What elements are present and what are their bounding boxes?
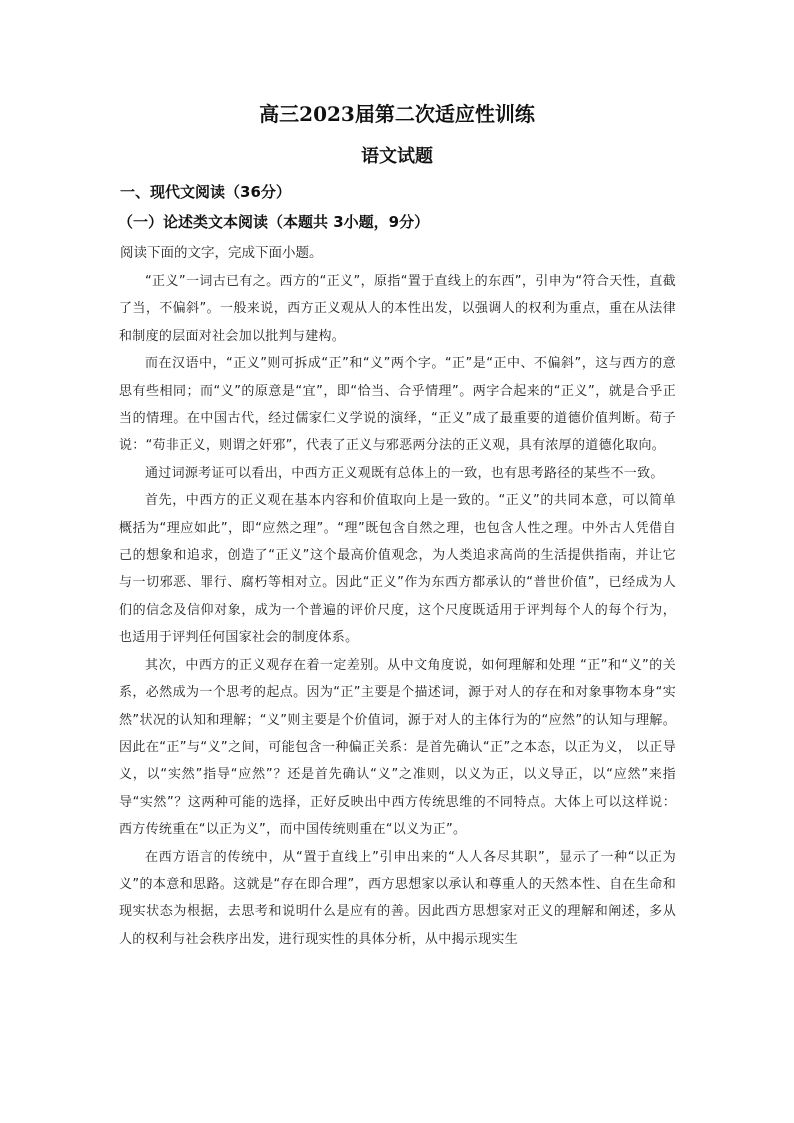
passage-paragraph: “正义”一词古已有之。西方的“正义”，原指“置于直线上的东西”，引申为“符合天性，直截了当，不偏斜”。一般来说，西方正义观从人的本性出发，以强调人的权利为重点，重在从法律和制度的层面对社会加以批判与建构。 <box>119 274 676 344</box>
passage-paragraph: 其次，中西方的正义观存在着一定差别。从中文角度说，如何理解和处理 “正”和“义”的关系，必然成为一个思考的起点。因为“正”主要是个描述词，源于对人的存在和对象事物本身“实然”状况的认知和理解；“义”则主要是个价值词，源于对人的主体行为的“应然”的认知与理解。因此在“正”与“义”之间，可能包含一种偏正关系：是首先确认“正”之本态，以正为义， 以正导义，以“实然”指导“应然”？还是首先确认“义”之准则，以义为正，以义导正，以“应然”来指导“实然”？这两种可能的选择，正好反映出中西方传统思维的不同特点。大体上可以这样说：西方传统重在“以正为义”，而中国传统则重在“以义为正”。 <box>119 657 676 838</box>
passage-paragraph: 而在汉语中，“正义”则可拆成“正”和“义”两个字。“正”是“正中、不偏斜”，这与西方的意思有些相同；而“义”的原意是“宜”，即“恰当、合乎情理”。两字合起来的“正义”，就是合乎正当的情理。在中国古代，经过儒家仁义学说的演绎，“正义”成了最重要的道德价值判断。荀子说：“苟非正义，则谓之奸邪”，代表了正义与邪恶两分法的正义观，具有浓厚的道德化取向。 <box>119 356 676 454</box>
section-heading: 一、现代文阅读（36分） <box>120 183 291 201</box>
passage-body <box>119 268 676 953</box>
exam-subtitle: 语文试题 <box>361 146 433 167</box>
passage-paragraph: 首先，中西方的正义观在基本内容和价值取向上是一致的。“正义”的共同本意，可以简单概括为“理应如此”，即“应然之理”。“理”既包含自然之理，也包含人性之理。中外古人凭借自己的想象和追求，创造了“正义”这个最高价值观念，为人类追求高尚的生活提供指南，并让它与一切邪恶、罪行、腐朽等相对立。因此“正义”作为东西方都承认的“普世价值”，已经成为人们的信念及信仰对象，成为一个普遍的评价尺度，这个尺度既适用于评判每个人的每个行为，也适用于评判任何国家社会的制度体系。 <box>119 493 676 646</box>
reading-instruction: 阅读下面的文字，完成下面小题。 <box>120 245 323 261</box>
passage-paragraph: 在西方语言的传统中，从“置于直线上”引申出来的“人人各尽其职”，显示了一种“以正为义”的本意和思路。这就是“存在即合理”，西方思想家以承认和尊重人的天然本性、自在生命和现实状态为根据，去思考和说明什么是应有的善。因此西方思想家对正义的理解和阐述，多从人的权利与社会秩序出发，进行现实性的具体分析，从中揭示现实生 <box>119 849 676 947</box>
section-subheading: （一）论述类文本阅读（本题共 3小题，9分） <box>118 213 430 231</box>
exam-title: 高三2023届第二次适应性训练 <box>259 102 535 126</box>
passage-paragraph: 通过词源考证可以看出，中西方正义观既有总体上的一致，也有思考路径的某些不一致。 <box>145 465 664 481</box>
